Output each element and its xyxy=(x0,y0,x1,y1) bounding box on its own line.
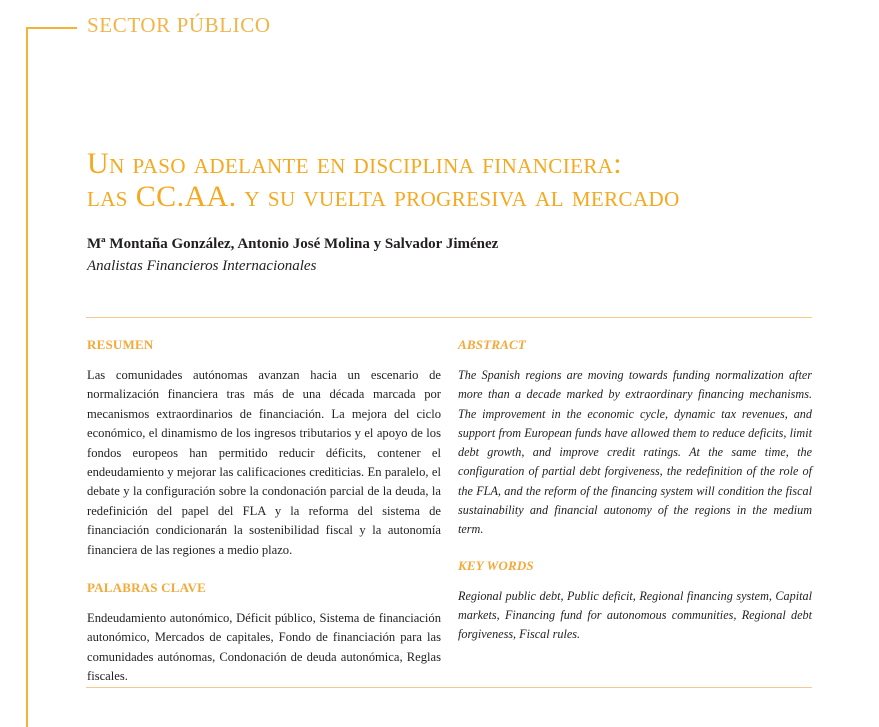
resumen-text: Las comunidades autónomas avanzan hacia un escenario de normalización financiera tras más de una década marcada por mecanismos extraordinarios de financiación. La mejora del ciclo económico, el dinamismo de los ingresos tributarios y el apoyo de los fondos europeos han permitido reducir déficits, contener el endeudamiento y mejorar las calificaciones crediticias. En paralelo, el debate y la configuración sobre la condonación parcial de la deuda, la redefinición del papel del FLA y la reforma del sistema de financiación condicionarán la sostenibilidad fiscal y la autonomía financiera de las regiones a medio plazo. xyxy=(87,368,441,557)
affiliation: Analistas Financieros Internacionales xyxy=(87,258,317,274)
abstract-heading: ABSTRACT xyxy=(458,337,527,352)
spanish-column xyxy=(87,337,441,687)
key-words-section xyxy=(458,558,812,645)
article-title-line-2: las CC.AA. y su vuelta progresiva al mercado xyxy=(87,180,680,213)
article-title-line-1: Un paso adelante en disciplina financiera: xyxy=(87,147,623,180)
key-words-heading: KEY WORDS xyxy=(458,557,534,573)
abstract-section xyxy=(458,337,812,540)
top-divider xyxy=(86,317,812,318)
palabras-clave-heading: PALABRAS CLAVE xyxy=(87,580,206,596)
section-label: SECTOR PÚBLICO xyxy=(87,13,271,37)
resumen-heading: RESUMEN xyxy=(87,337,154,352)
frame-corner-horizontal-line xyxy=(26,27,77,29)
authors: Mª Montaña González, Antonio José Molina y Salvador Jiménez xyxy=(87,236,499,252)
abstract-text: The Spanish regions are moving towards funding normalization after more than a decade marked by extraordinary financing mechanisms. The improvement in the economic cycle, dynamic tax revenues, and support from European funds have allowed them to reduce deficits, limit debt growth, and improve credit ratings. At the same time, the configuration of partial debt forgiveness, the redefinition of the role of the FLA, and the reform of the financing system will condition the fiscal sustainability and financial autonomy of the regions in the medium term. xyxy=(458,368,812,537)
palabras-clave-section xyxy=(87,580,441,687)
article-title xyxy=(87,147,827,213)
resumen-section xyxy=(87,337,441,560)
frame-vertical-line xyxy=(26,27,28,727)
bottom-divider xyxy=(86,687,812,688)
key-words-text: Regional public debt, Public deficit, Regional financing system, Capital markets, Financing fund for autonomous communities, Regional debt forgiveness, Fiscal rules. xyxy=(458,588,812,642)
palabras-clave-text: Endeudamiento autonómico, Déficit público, Sistema de financiación autonómico, Mercados de capitales, Fondo de financiación para las comunidades autónomas, Condonación de deuda autonómica, Reglas fiscales. xyxy=(87,611,441,684)
english-column xyxy=(458,337,812,645)
